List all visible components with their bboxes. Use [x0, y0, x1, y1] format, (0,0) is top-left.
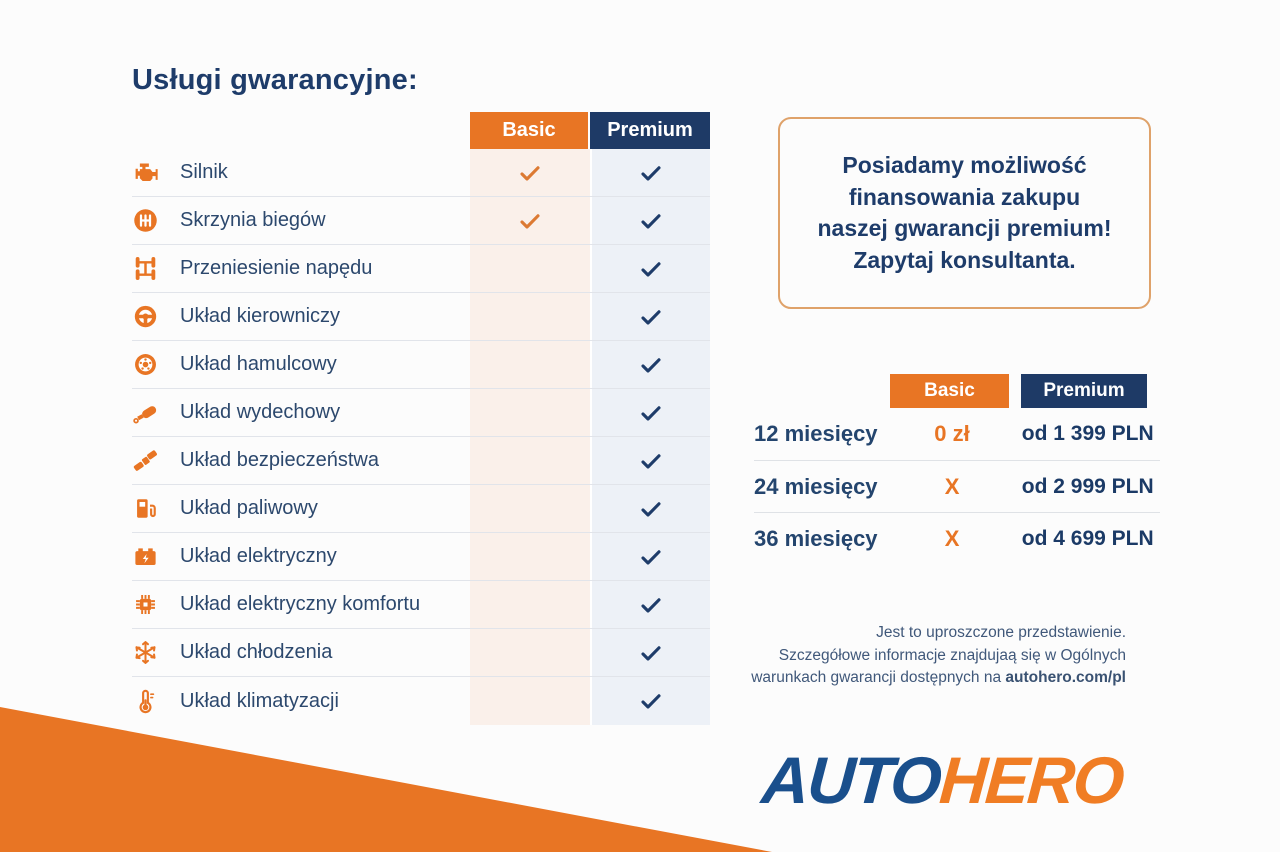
financing-text-line: Zapytaj konsultanta.	[853, 246, 1076, 273]
service-label: Układ kierowniczy	[180, 305, 341, 327]
basic-cell	[470, 485, 590, 532]
disclaimer-line: warunkach gwarancji dostępnych na autohero.com/pl	[751, 669, 1126, 686]
premium-check-icon	[639, 209, 663, 233]
service-label: Silnik	[180, 161, 228, 183]
premium-cell	[590, 389, 710, 436]
table-row	[132, 437, 710, 485]
premium-check-icon	[639, 401, 663, 425]
basic-cell	[470, 437, 590, 484]
gearbox-icon	[132, 197, 180, 244]
pricing-row	[754, 408, 1160, 460]
exhaust-icon	[132, 389, 180, 436]
premium-cell	[590, 485, 710, 532]
premium-check-icon	[639, 257, 663, 281]
logo-hero-part: HERO	[937, 743, 1126, 817]
financing-text-line: Posiadamy możliwość	[842, 152, 1087, 178]
service-label: Układ klimatyzacji	[180, 689, 339, 712]
page-title: Usługi gwarancyjne:	[132, 64, 418, 96]
seatbelt-icon	[132, 437, 180, 484]
premium-check-icon	[639, 449, 663, 473]
premium-check-icon	[639, 689, 663, 713]
table-row	[132, 581, 710, 629]
premium-cell	[590, 245, 710, 292]
premium-cell	[590, 533, 710, 580]
financing-text-line: finansowania zakupu	[848, 183, 1081, 210]
table-row	[132, 245, 710, 293]
service-label: Układ bezpieczeństwa	[180, 449, 379, 471]
basic-cell	[470, 149, 590, 196]
basic-cell	[470, 197, 590, 244]
service-label: Układ paliwowy	[180, 497, 318, 519]
service-label: Układ elektryczny komfortu	[180, 593, 421, 615]
pricing-row	[754, 512, 1160, 564]
snowflake-icon	[132, 629, 180, 676]
service-label: Układ wydechowy	[180, 401, 341, 423]
fuel-pump-icon	[132, 485, 180, 532]
engine-icon	[132, 149, 180, 196]
premium-cell	[590, 293, 710, 340]
basic-price: 0 zł	[934, 421, 970, 446]
premium-price: od 4 699 PLN	[1021, 526, 1154, 550]
basic-cell	[470, 245, 590, 292]
pricing-rows	[754, 408, 1160, 564]
orange-corner-decoration	[0, 707, 772, 852]
premium-column-header: Premium	[590, 112, 710, 149]
basic-cell	[470, 389, 590, 436]
financing-info-box	[778, 117, 1151, 309]
premium-cell	[590, 437, 710, 484]
logo-auto-part: AUTO	[759, 743, 943, 817]
comparison-header-row	[132, 112, 710, 149]
premium-price: od 1 399 PLN	[1021, 422, 1154, 445]
table-row	[132, 341, 710, 389]
premium-check-icon	[639, 353, 663, 377]
basic-cell	[470, 533, 590, 580]
basic-price: X	[944, 525, 960, 551]
table-row	[132, 677, 710, 725]
table-row	[132, 197, 710, 245]
premium-cell	[590, 581, 710, 628]
premium-check-icon	[639, 497, 663, 521]
brake-disc-icon	[132, 341, 180, 388]
period-label: 24 miesięcy	[754, 473, 878, 499]
service-label: Układ hamulcowy	[180, 353, 337, 375]
financing-text-line: naszej gwarancji premium!	[817, 215, 1112, 241]
pricing-row	[754, 460, 1160, 512]
service-label: Przeniesienie napędu	[180, 257, 373, 279]
autohero-logo	[759, 742, 1125, 818]
battery-icon	[132, 533, 180, 580]
premium-price: od 2 999 PLN	[1021, 474, 1154, 498]
premium-cell	[590, 341, 710, 388]
basic-cell	[470, 629, 590, 676]
disclaimer-line: Szczegółowe informacje znajdujaą się w Ogólnych	[778, 646, 1126, 664]
basic-cell	[470, 581, 590, 628]
premium-check-icon	[639, 545, 663, 569]
premium-check-icon	[639, 593, 663, 617]
table-row	[132, 533, 710, 581]
service-label: Układ elektryczny	[180, 545, 337, 567]
pricing-premium-header: Premium	[1021, 374, 1147, 408]
steering-wheel-icon	[132, 293, 180, 340]
table-row	[132, 485, 710, 533]
chip-icon	[132, 581, 180, 628]
service-label: Układ chłodzenia	[180, 641, 333, 663]
basic-cell	[470, 341, 590, 388]
basic-cell	[470, 677, 590, 725]
period-label: 12 miesięcy	[754, 421, 878, 446]
table-row	[132, 389, 710, 437]
basic-column-header: Basic	[470, 112, 588, 149]
thermometer-icon	[132, 677, 180, 725]
pricing-basic-header: Basic	[890, 374, 1009, 408]
premium-check-icon	[639, 161, 663, 185]
table-row	[132, 293, 710, 341]
table-row	[132, 149, 710, 197]
service-label: Skrzynia biegów	[180, 209, 326, 231]
table-row	[132, 629, 710, 677]
drivetrain-icon	[132, 245, 180, 292]
premium-cell	[590, 149, 710, 196]
premium-cell	[590, 197, 710, 244]
basic-check-icon	[518, 161, 542, 185]
disclaimer-line: Jest to uproszczone przedstawienie.	[876, 624, 1126, 641]
period-label: 36 miesięcy	[754, 525, 878, 551]
website-link: autohero.com/pl	[1005, 669, 1126, 686]
basic-price: X	[944, 473, 960, 499]
premium-check-icon	[639, 305, 663, 329]
disclaimer-text	[626, 622, 1126, 690]
warranty-rows	[132, 149, 710, 725]
basic-cell	[470, 293, 590, 340]
basic-check-icon	[518, 209, 542, 233]
